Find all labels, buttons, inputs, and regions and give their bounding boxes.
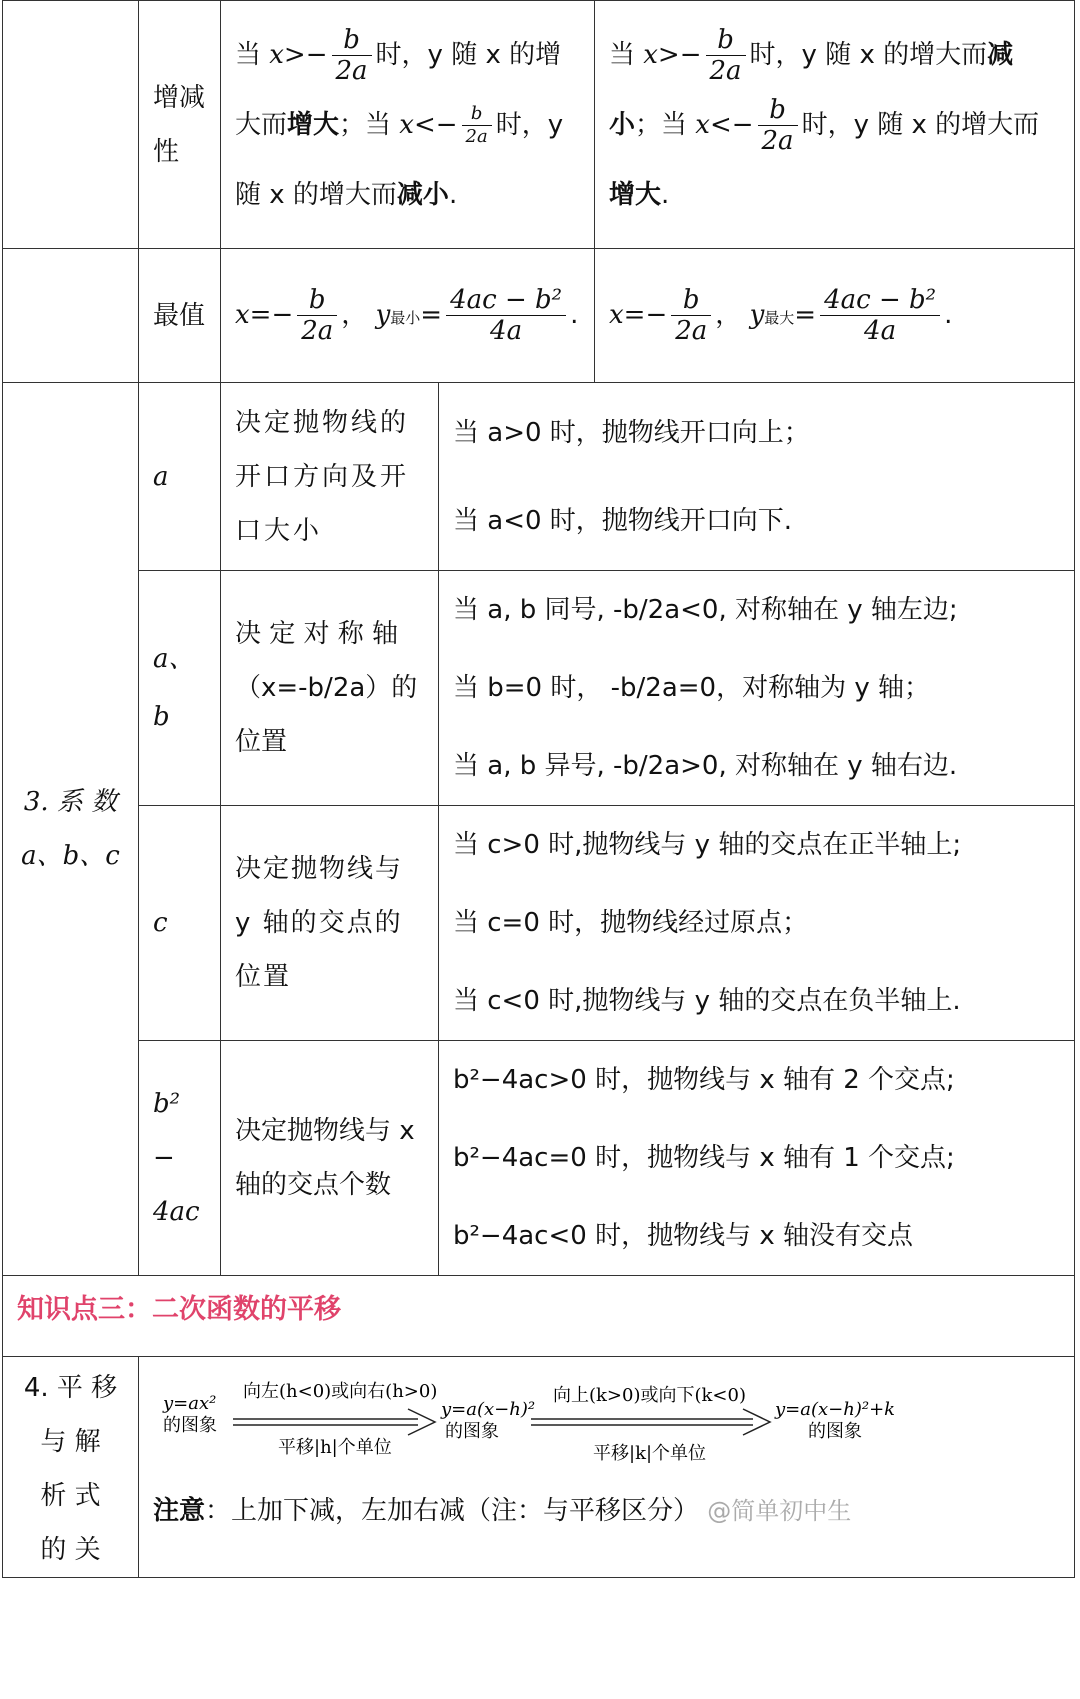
extreme-value-row [3,249,1075,383]
fraction-b-2a: $\frac{b}{2a}$ [758,95,798,156]
coef-name: a、b [139,571,221,806]
fraction-b-2a-small: $\frac{b}{2a}$ [462,103,492,148]
coef-meaning: 决 定 对 称 轴（x=-b/2a）的位置 [221,571,439,806]
node1-caption: 的图象 [163,1415,217,1436]
section4-label: 4. 平 移 与 解 析 式 的 关 [3,1357,139,1578]
arrow1-top-label: 向左(h<0)或向右(h>0) [243,1381,438,1402]
coef-a-row [3,383,1075,571]
knowledge-point-row [3,1276,1075,1357]
coef-effects: b²−4ac>0 时，抛物线与 x 轴有 2 个交点; b²−4ac=0 时，抛物线与 x 轴有 1 个交点; b²−4ac<0 时，抛物线与 x 轴没有交点 [439,1041,1075,1276]
node3-equation: y=a(x−h)²+k [775,1399,896,1420]
coef-meaning: 决定抛物线与 x 轴的交点个数 [221,1041,439,1276]
coef-meaning: 决定抛物线与 y 轴的交点的位置 [221,806,439,1041]
node2-caption: 的图象 [445,1421,499,1442]
arrow2 [531,1409,770,1435]
translation-content [139,1357,1075,1578]
empty-cell [3,249,139,383]
arrow2-bottom-label: 平移|k|个单位 [593,1443,707,1464]
monotonicity-row [3,1,1075,249]
monotonicity-left: 当 x>− $\frac{b}{2a}$ 时，y 随 x 的增大而增大；当 x<− $\frac{b}{2a}$ 时，y 随 x 的增大而减小. [221,1,595,249]
monotonicity-right: 当 x>− $\frac{b}{2a}$ 时，y 随 x 的增大而减小；当 x<− $\frac{b}{2a}$ 时，y 随 x 的增大而增大. [595,1,1075,249]
arrow2-top-label: 向上(k>0)或向下(k<0) [553,1385,746,1406]
monotonicity-label: 增减性 [139,1,221,249]
node3-caption: 的图象 [808,1421,862,1442]
coef-name: c [139,806,221,1041]
coef-effects: 当 c>0 时,抛物线与 y 轴的交点在正半轴上; 当 c=0 时，抛物线经过原点； 当 c<0 时,抛物线与 y 轴的交点在负半轴上. [439,806,1075,1041]
discriminant-row [3,1041,1075,1276]
extreme-value-label: 最值 [139,249,221,383]
coef-name: b² − 4ac [139,1041,221,1276]
coef-name: a [139,383,221,571]
arrow1-bottom-label: 平移|h|个单位 [278,1437,392,1458]
coef-ab-row [3,571,1075,806]
quadratic-function-table [2,0,1075,1578]
coef-effects: 当 a>0 时，抛物线开口向上； 当 a<0 时，抛物线开口向下. [439,383,1075,571]
node2-equation: y=a(x−h)² [441,1399,536,1420]
minimum-formula: x=− $\frac{b}{2a}$ ， y最小= $\frac{\text{4ac − b²}}{4a}$ . [221,249,595,383]
fraction-b-2a: $\frac{b}{2a}$ [332,25,372,86]
translation-diagram [153,1357,1073,1467]
arrow1 [233,1409,435,1435]
translation-note: 注意：上加下减，左加右减（注：与平移区分） @简单初中生 [153,1496,852,1526]
coef-effects: 当 a, b 同号, -b/2a<0, 对称轴在 y 轴左边; 当 b=0 时， -b/2a=0，对称轴为 y 轴； 当 a, b 异号, -b/2a>0, 对称轴在 y 轴右边. [439,571,1075,806]
fraction-b-2a: $\frac{b}{2a}$ [706,25,746,86]
node1-equation: y=ax² [163,1393,217,1414]
watermark: @简单初中生 [707,1497,852,1525]
maximum-formula: x=− $\frac{b}{2a}$ ， y最大= $\frac{\text{4ac − b²}}{4a}$ . [595,249,1075,383]
coef-meaning: 决定抛物线的开口方向及开口大小 [221,383,439,571]
empty-cell [3,1,139,249]
knowledge-point-title: 知识点三：二次函数的平移 [3,1276,1075,1357]
translation-row [3,1357,1075,1578]
section3-label: 3. 系 数 a、b、c [3,383,139,1276]
coef-c-row [3,806,1075,1041]
